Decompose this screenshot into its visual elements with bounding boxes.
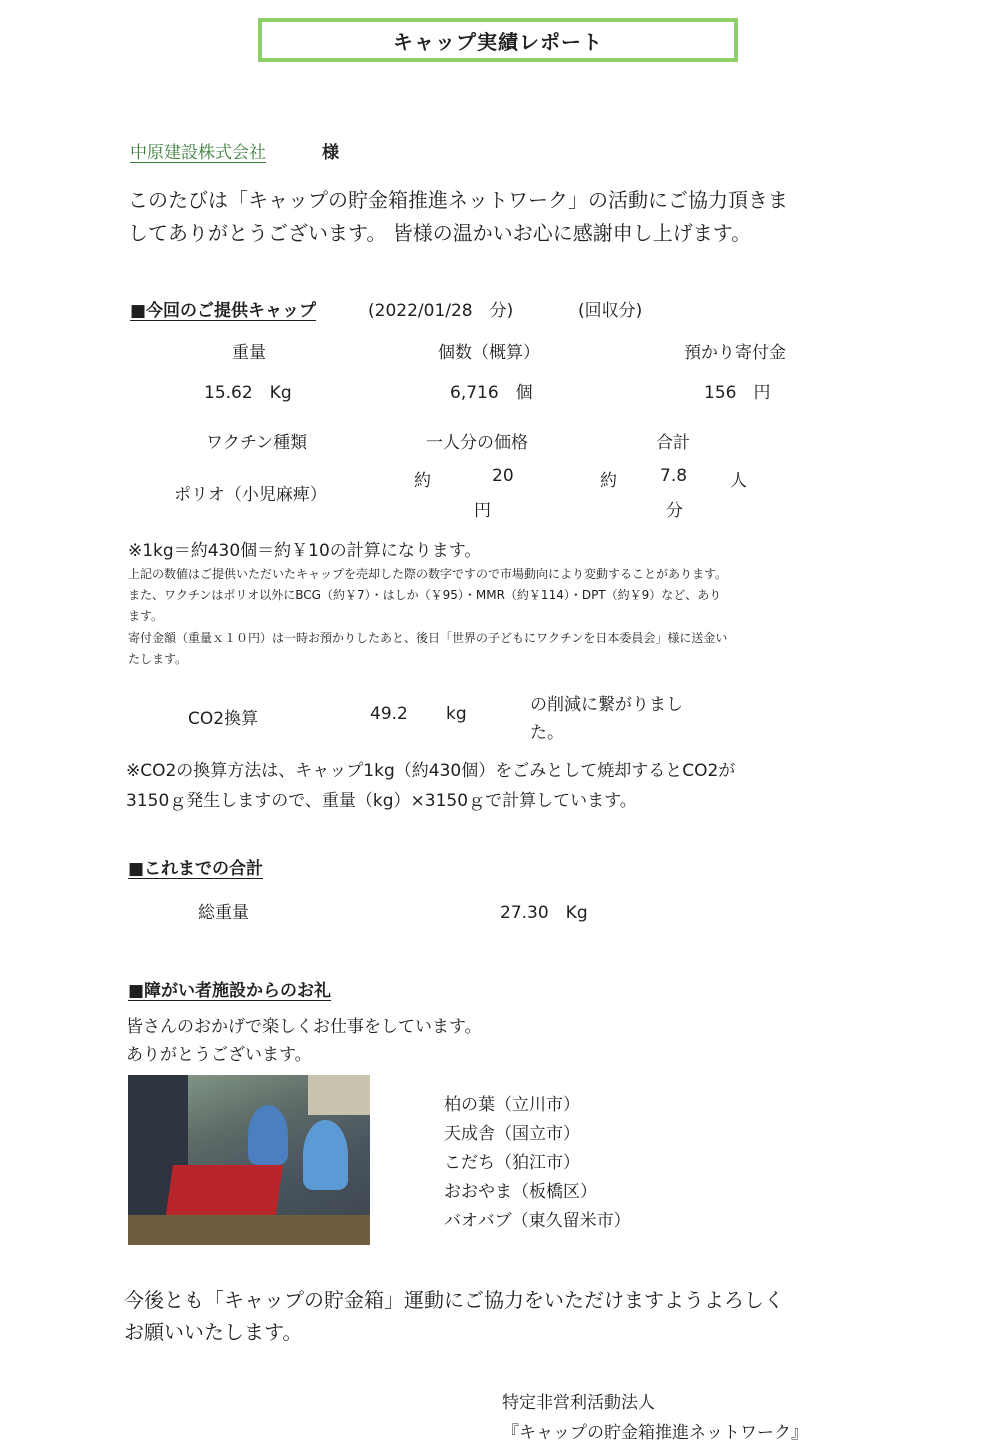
recipient-honorific: 様 <box>322 143 339 163</box>
weight-value: 15.62 Kg <box>204 383 292 403</box>
intro-line-1: このたびは「キャップの貯金箱推進ネットワーク」の活動にご協力頂きま <box>128 188 788 212</box>
total-weight-label: 総重量 <box>198 903 249 923</box>
co2-result-2: た。 <box>530 723 564 743</box>
thanks-line-2: ありがとうございます。 <box>126 1045 312 1065</box>
intro-line-2: してありがとうございます。 皆様の温かいお心に感謝申し上げます。 <box>128 221 752 245</box>
total-header: 合計 <box>656 433 690 453</box>
co2-note-1: ※CO2の換算方法は、キャップ1kg（約430個）をごみとして焼却するとCO2が <box>126 761 736 781</box>
report-title-box <box>258 18 738 62</box>
count-value: 6,716 個 <box>450 383 533 403</box>
closing-line-1: 今後とも「キャップの貯金箱」運動にご協力をいただけますようよろしく <box>124 1288 784 1312</box>
header-donation: 預かり寄付金 <box>684 343 786 363</box>
org-name: 『キャップの貯金箱推進ネットワーク』 <box>502 1423 808 1443</box>
facility-5: バオバブ（東久留米市） <box>444 1211 631 1231</box>
workshop-photo <box>128 1075 370 1245</box>
org-type: 特定非営利活動法人 <box>502 1393 655 1413</box>
total-value: 7.8 <box>660 466 688 486</box>
thanks-heading: ■障がい者施設からのお礼 <box>128 981 332 1001</box>
co2-label: CO2換算 <box>188 709 259 729</box>
report-title: キャップ実績レポート <box>393 29 603 54</box>
total-prefix: 約 <box>600 471 617 491</box>
fine-print-3: ます。 <box>128 609 164 623</box>
price-header: 一人分の価格 <box>426 433 528 453</box>
price-prefix: 約 <box>414 471 431 491</box>
vaccine-type-header: ワクチン種類 <box>206 433 308 453</box>
facility-4: おおやま（板橋区） <box>444 1182 597 1202</box>
header-count: 個数（概算） <box>438 343 540 363</box>
closing-line-2: お願いいたします。 <box>124 1320 303 1344</box>
price-unit: 円 <box>474 501 491 521</box>
co2-result-1: の削減に繋がりまし <box>530 695 683 715</box>
co2-note-2: 3150ｇ発生しますので、重量（kg）×3150ｇで計算しています。 <box>126 791 637 811</box>
fine-print-5: たします。 <box>128 652 188 666</box>
header-weight: 重量 <box>232 343 266 363</box>
price-value: 20 <box>492 466 514 486</box>
donation-value: 156 円 <box>704 383 771 403</box>
facility-2: 天成舎（国立市） <box>444 1124 580 1144</box>
fine-print-1: 上記の数値はご提供いただいたキャップを売却した際の数字ですので市場動向により変動することがあります。 <box>128 567 728 581</box>
totals-heading: ■これまでの合計 <box>128 859 264 879</box>
calc-note: ※1kg＝約430個＝約￥10の計算になります。 <box>128 541 482 561</box>
fine-print-2: また、ワクチンはポリオ以外にBCG（約￥7）・はしか（￥95）・MMR（約￥114）・DPT（約￥9）など、あり <box>128 588 722 602</box>
total-unit-1: 人 <box>730 471 747 491</box>
vaccine-type-value: ポリオ（小児麻痺） <box>174 485 327 505</box>
total-unit-2: 分 <box>666 501 683 521</box>
recipient-name: 中原建設株式会社 <box>130 143 266 163</box>
facility-1: 柏の葉（立川市） <box>444 1095 580 1115</box>
fine-print-4: 寄付金額（重量ｘ１０円）は一時お預かりしたあと、後日「世界の子どもにワクチンを日本委員会」様に送金い <box>128 631 728 645</box>
current-date: (2022/01/28 分) <box>368 301 514 321</box>
total-weight-value: 27.30 Kg <box>500 903 588 923</box>
thanks-line-1: 皆さんのおかげで楽しくお仕事をしています。 <box>126 1017 482 1037</box>
co2-unit: kg <box>446 704 467 724</box>
current-heading: ■今回のご提供キャップ <box>130 301 317 321</box>
co2-value: 49.2 <box>370 704 408 724</box>
current-note: (回収分) <box>578 301 643 321</box>
facility-3: こだち（狛江市） <box>444 1153 580 1173</box>
